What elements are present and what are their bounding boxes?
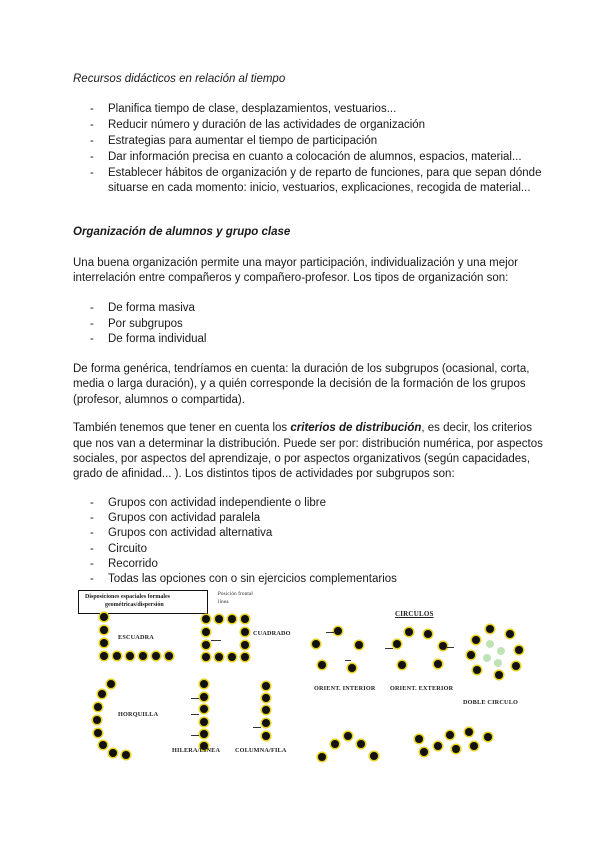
student-marker <box>420 748 428 756</box>
direction-marker <box>211 640 221 641</box>
student-marker <box>262 732 270 740</box>
paragraph-line: que nos van a determinar la distribución. Puede ser por: distribución numérica, por aspectos <box>73 438 543 450</box>
student-marker <box>228 653 236 661</box>
student-marker <box>405 628 413 636</box>
student-marker <box>94 729 102 737</box>
direction-marker <box>191 714 199 715</box>
student-marker <box>139 652 147 660</box>
student-marker <box>355 641 363 649</box>
student-marker <box>200 693 208 701</box>
label-orient-interior: ORIENT. INTERIOR <box>314 685 376 692</box>
direction-marker <box>191 735 199 736</box>
direction-marker <box>326 632 334 633</box>
student-marker <box>107 680 115 688</box>
student-marker <box>200 730 208 738</box>
student-marker <box>446 731 454 739</box>
student-marker <box>348 664 356 672</box>
student-marker <box>370 752 378 760</box>
student-marker <box>215 615 223 623</box>
student-marker <box>262 719 270 727</box>
criteria-emphasis: criterios de distribución <box>290 422 422 434</box>
student-marker <box>93 716 101 724</box>
paragraph-line: media o larga duración), y a quién corresponde la decisión de la formación de los grupos <box>73 378 526 390</box>
student-marker <box>241 653 249 661</box>
student-marker <box>113 652 121 660</box>
student-marker <box>200 680 208 688</box>
side-note: línea <box>218 600 229 605</box>
student-marker <box>165 652 173 660</box>
list-item: De forma masiva <box>108 302 195 314</box>
student-marker <box>318 753 326 761</box>
list-item: Circuito <box>108 543 147 555</box>
student-marker <box>494 659 502 667</box>
paragraph-line: De forma genérica, tendríamos en cuenta: la duración de los subgrupos (ocasional, corta, <box>73 363 530 375</box>
student-marker <box>512 662 520 670</box>
student-marker <box>424 630 432 638</box>
section-heading-organization: Organización de alumnos y grupo clase <box>73 226 291 238</box>
list-item: Grupos con actividad independiente o libre <box>108 497 327 509</box>
student-marker <box>439 642 447 650</box>
list-item: De forma individual <box>108 333 207 345</box>
student-marker <box>472 636 480 644</box>
student-marker <box>470 742 478 750</box>
list-item: Recorrido <box>108 558 158 570</box>
student-marker <box>434 660 442 668</box>
list-item: Grupos con actividad alternativa <box>108 527 273 539</box>
label-escuadra: ESCUADRA <box>118 634 154 641</box>
student-marker <box>483 654 491 662</box>
student-marker <box>202 653 210 661</box>
student-marker <box>486 625 494 633</box>
student-marker <box>98 690 106 698</box>
student-marker <box>506 630 514 638</box>
list-item: Planifica tiempo de clase, desplazamientos, vestuarios... <box>108 103 397 115</box>
student-marker <box>100 652 108 660</box>
direction-marker <box>253 727 261 728</box>
diagram-title-box: Disposiciones espaciales formales geométricas/dispersión <box>78 590 208 614</box>
student-marker <box>100 613 108 621</box>
direction-marker <box>385 648 393 649</box>
list-item: Dar información precisa en cuanto a colocación de alumnos, espacios, material... <box>108 151 522 163</box>
student-marker <box>318 661 326 669</box>
student-marker <box>215 653 223 661</box>
student-marker <box>202 628 210 636</box>
student-marker <box>122 751 130 759</box>
list-item: Grupos con actividad paralela <box>108 512 261 524</box>
student-marker <box>486 640 494 648</box>
paragraph-line: interrelación entre compañeros y compañero-profesor. Los tipos de organización son: <box>73 272 509 284</box>
direction-marker <box>345 660 351 661</box>
student-marker <box>126 652 134 660</box>
label-orient-exterior: ORIENT. EXTERIOR <box>390 685 454 692</box>
student-marker <box>100 626 108 634</box>
paragraph-line: grado de afinidad... ). Los distintos tipos de actividades por subgrupos son: <box>73 468 455 480</box>
student-marker <box>473 666 481 674</box>
student-marker <box>465 728 473 736</box>
student-marker <box>94 703 102 711</box>
student-marker <box>393 640 401 648</box>
student-marker <box>484 733 492 741</box>
student-marker <box>241 628 249 636</box>
student-marker <box>434 742 442 750</box>
student-marker <box>262 694 270 702</box>
student-marker <box>241 641 249 649</box>
student-marker <box>515 646 523 654</box>
section-heading-time: Recursos didácticos en relación al tiempo <box>73 73 286 85</box>
label-hilera-linea: HILERA/LÍNEA <box>172 747 221 754</box>
student-marker <box>415 735 423 743</box>
direction-marker <box>447 647 454 648</box>
student-marker <box>202 641 210 649</box>
student-marker <box>331 740 339 748</box>
student-marker <box>398 661 406 669</box>
student-marker <box>99 741 107 749</box>
student-marker <box>262 682 270 690</box>
side-note: Posición frontal <box>218 592 254 597</box>
student-marker <box>467 651 475 659</box>
student-marker <box>312 640 320 648</box>
paragraph-line: Una buena organización permite una mayor participación, individualización y una mejor <box>73 257 518 269</box>
student-marker <box>452 745 460 753</box>
student-marker <box>495 671 503 679</box>
label-horquilla: HORQUILLA <box>118 711 159 718</box>
student-marker <box>200 718 208 726</box>
paragraph-line: sociales, por aspectos del aprendizaje, o por aspectos organizativos (según capacidades, <box>73 453 531 465</box>
label-columna-fila: COLUMNA/FILA <box>235 747 287 754</box>
list-item: Estrategias para aumentar el tiempo de participación <box>108 135 378 147</box>
student-marker <box>109 749 117 757</box>
student-marker <box>497 647 505 655</box>
label-cuadrado: CUADRADO <box>253 630 291 637</box>
paragraph-line: (profesor, alumnos o compartida). <box>73 394 245 406</box>
student-marker <box>228 615 236 623</box>
list-item: Por subgrupos <box>108 318 183 330</box>
paragraph-line: También tenemos que tener en cuenta los criterios de distribución, es decir, los criterios <box>73 422 532 434</box>
list-item: Reducir número y duración de las actividades de organización <box>108 119 426 131</box>
label-doble-circulo: DOBLE CIRCULO <box>463 699 519 706</box>
document-page: Recursos didácticos en relación al tiempo - Planifica tiempo de clase, desplazamientos, vestuarios... - Reducir número y duración de las actividades de organización - Estrategias para aumentar el tiempo de participación - Dar información precisa en cuanto a colocación de alumnos, espacios, material... - Establecer hábitos de organización y de reparto de funciones, para que sepan dónde situarse en cada momento: inicio, vestuarios, explicaciones, recogida de material... Organización de alumnos y grupo clase Una buena organización permite una mayor participación, individualización y una mejor interrelación entre compañeros y compañero-profesor. Los tipos de organización son: - De forma masiva - Por subgrupos - De forma individual De forma genérica, tendríamos en cuenta: la duración de los subgrupos (ocasional, corta, media o larga duración), y a quién corresponde la decisión de la formación de los grupos (profesor, alumnos o compartida). También tenemos que tener en cuenta los criterios de distribución, es decir, los criterios que nos van a determinar la distribución. Puede ser por: distribución numérica, por aspectos sociales, por aspectos del aprendizaje, o por aspectos organizativos (según capacidades, grado de afinidad... ). Los distintos tipos de actividades por subgrupos son: - Grupos con actividad independiente o libre - Grupos con actividad paralela - Grupos con actividad alternativa - Circuito - Recorrido - Todas las opciones con o sin ejercicios complementarios Disposiciones espaciales formales geométricas/dispersión Posición frontal línea ESCUADRA CUADRADO CIRCULOS ORIENT. INTERIOR ORIENT. EXTERIOR DOBLE CIRCULO HORQUILLA HILERA/LÍNEA COLUMNA/FILA <box>0 0 600 848</box>
label-circulos: CIRCULOS <box>395 610 434 618</box>
student-marker <box>200 705 208 713</box>
list-item: Establecer hábitos de organización y de reparto de funciones, para que sepan dónde <box>108 167 542 179</box>
direction-marker <box>191 698 199 699</box>
student-marker <box>202 615 210 623</box>
student-marker <box>357 740 365 748</box>
student-marker <box>241 615 249 623</box>
list-item: Todas las opciones con o sin ejercicios complementarios <box>108 573 397 585</box>
student-marker <box>262 706 270 714</box>
student-marker <box>334 627 342 635</box>
list-item-continuation: situarse en cada momento: inicio, vestuarios, explicaciones, recogida de material... <box>108 182 531 194</box>
student-marker <box>100 639 108 647</box>
student-marker <box>152 652 160 660</box>
student-marker <box>344 732 352 740</box>
